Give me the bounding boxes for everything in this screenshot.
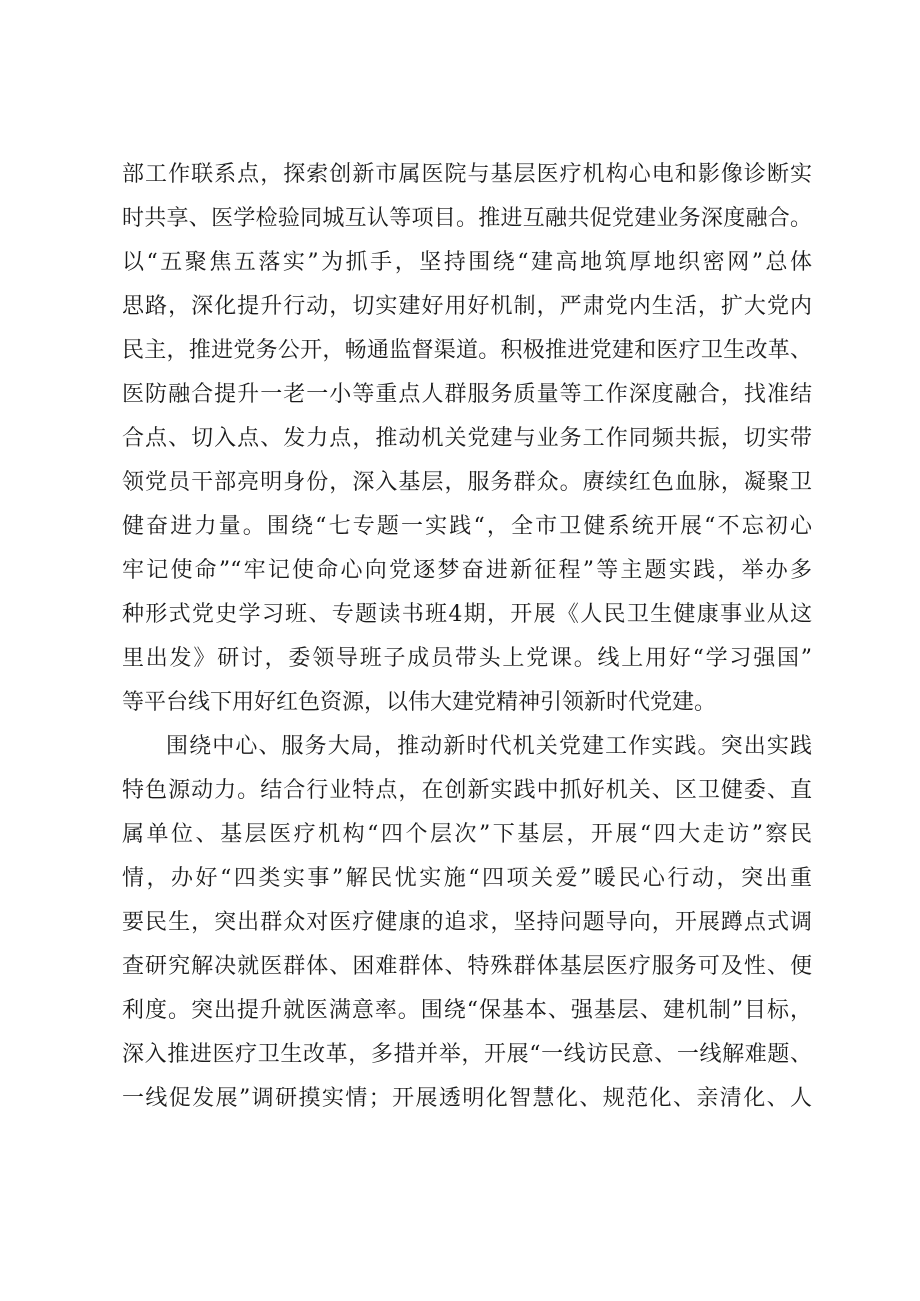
- text-line: 健奋进力量。围绕“七专题一实践“，全市卫健系统开展“不忘初心: [122, 514, 812, 539]
- text-line: 医防融合提升一老一小等重点人群服务质量等工作深度融合，找准结: [122, 382, 812, 407]
- body-text: [122, 153, 812, 1121]
- text-line: 里出发》研讨，委领导班子成员带头上党课。线上用好“学习强国”: [122, 646, 812, 671]
- text-line: 种形式党史学习班、专题读书班4期，开展《人民卫生健康事业从这: [122, 602, 812, 627]
- text-line: 利度。突出提升就医满意率。围绕“保基本、强基层、建机制”目标，: [122, 998, 812, 1023]
- text-line: 以“五聚焦五落实”为抓手，坚持围绕“建高地筑厚地织密网”总体: [122, 250, 812, 275]
- paragraph-2: [122, 725, 812, 1121]
- text-line: 思路，深化提升行动，切实建好用好机制，严肃党内生活，扩大党内: [122, 294, 812, 319]
- text-line: 一线促发展”调研摸实情；开展透明化智慧化、规范化、亲清化、人: [122, 1086, 812, 1111]
- text-line: 牢记使命”“牢记使命心向党逐梦奋进新征程”等主题实践，举办多: [122, 558, 812, 583]
- text-line: 属单位、基层医疗机构“四个层次”下基层，开展“四大走访”察民: [122, 822, 812, 847]
- text-line: 部工作联系点，探索创新市属医院与基层医疗机构心电和影像诊断实: [122, 162, 812, 187]
- text-line: 等平台线下用好红色资源，以伟大建党精神引领新时代党建。: [122, 690, 717, 715]
- text-line: 围绕中心、服务大局，推动新时代机关党建工作实践。突出实践: [166, 734, 812, 759]
- text-line: 时共享、医学检验同城互认等项目。推进互融共促党建业务深度融合。: [122, 206, 812, 231]
- text-line: 查研究解决就医群体、困难群体、特殊群体基层医疗服务可及性、便: [122, 954, 812, 979]
- text-line: 合点、切入点、发力点，推动机关党建与业务工作同频共振，切实带: [122, 426, 812, 451]
- text-line: 民主，推进党务公开，畅通监督渠道。积极推进党建和医疗卫生改革、: [122, 338, 812, 363]
- text-line: 深入推进医疗卫生改革，多措并举，开展“一线访民意、一线解难题、: [122, 1042, 812, 1067]
- text-line: 要民生，突出群众对医疗健康的追求，坚持问题导向，开展蹲点式调: [122, 910, 812, 935]
- text-line: 领党员干部亮明身份，深入基层，服务群众。赓续红色血脉，凝聚卫: [122, 470, 812, 495]
- text-line: 特色源动力。结合行业特点，在创新实践中抓好机关、区卫健委、直: [122, 778, 812, 803]
- text-line: 情，办好“四类实事”解民忧实施“四项关爱”暖民心行动，突出重: [122, 866, 812, 891]
- paragraph-1: [122, 153, 812, 725]
